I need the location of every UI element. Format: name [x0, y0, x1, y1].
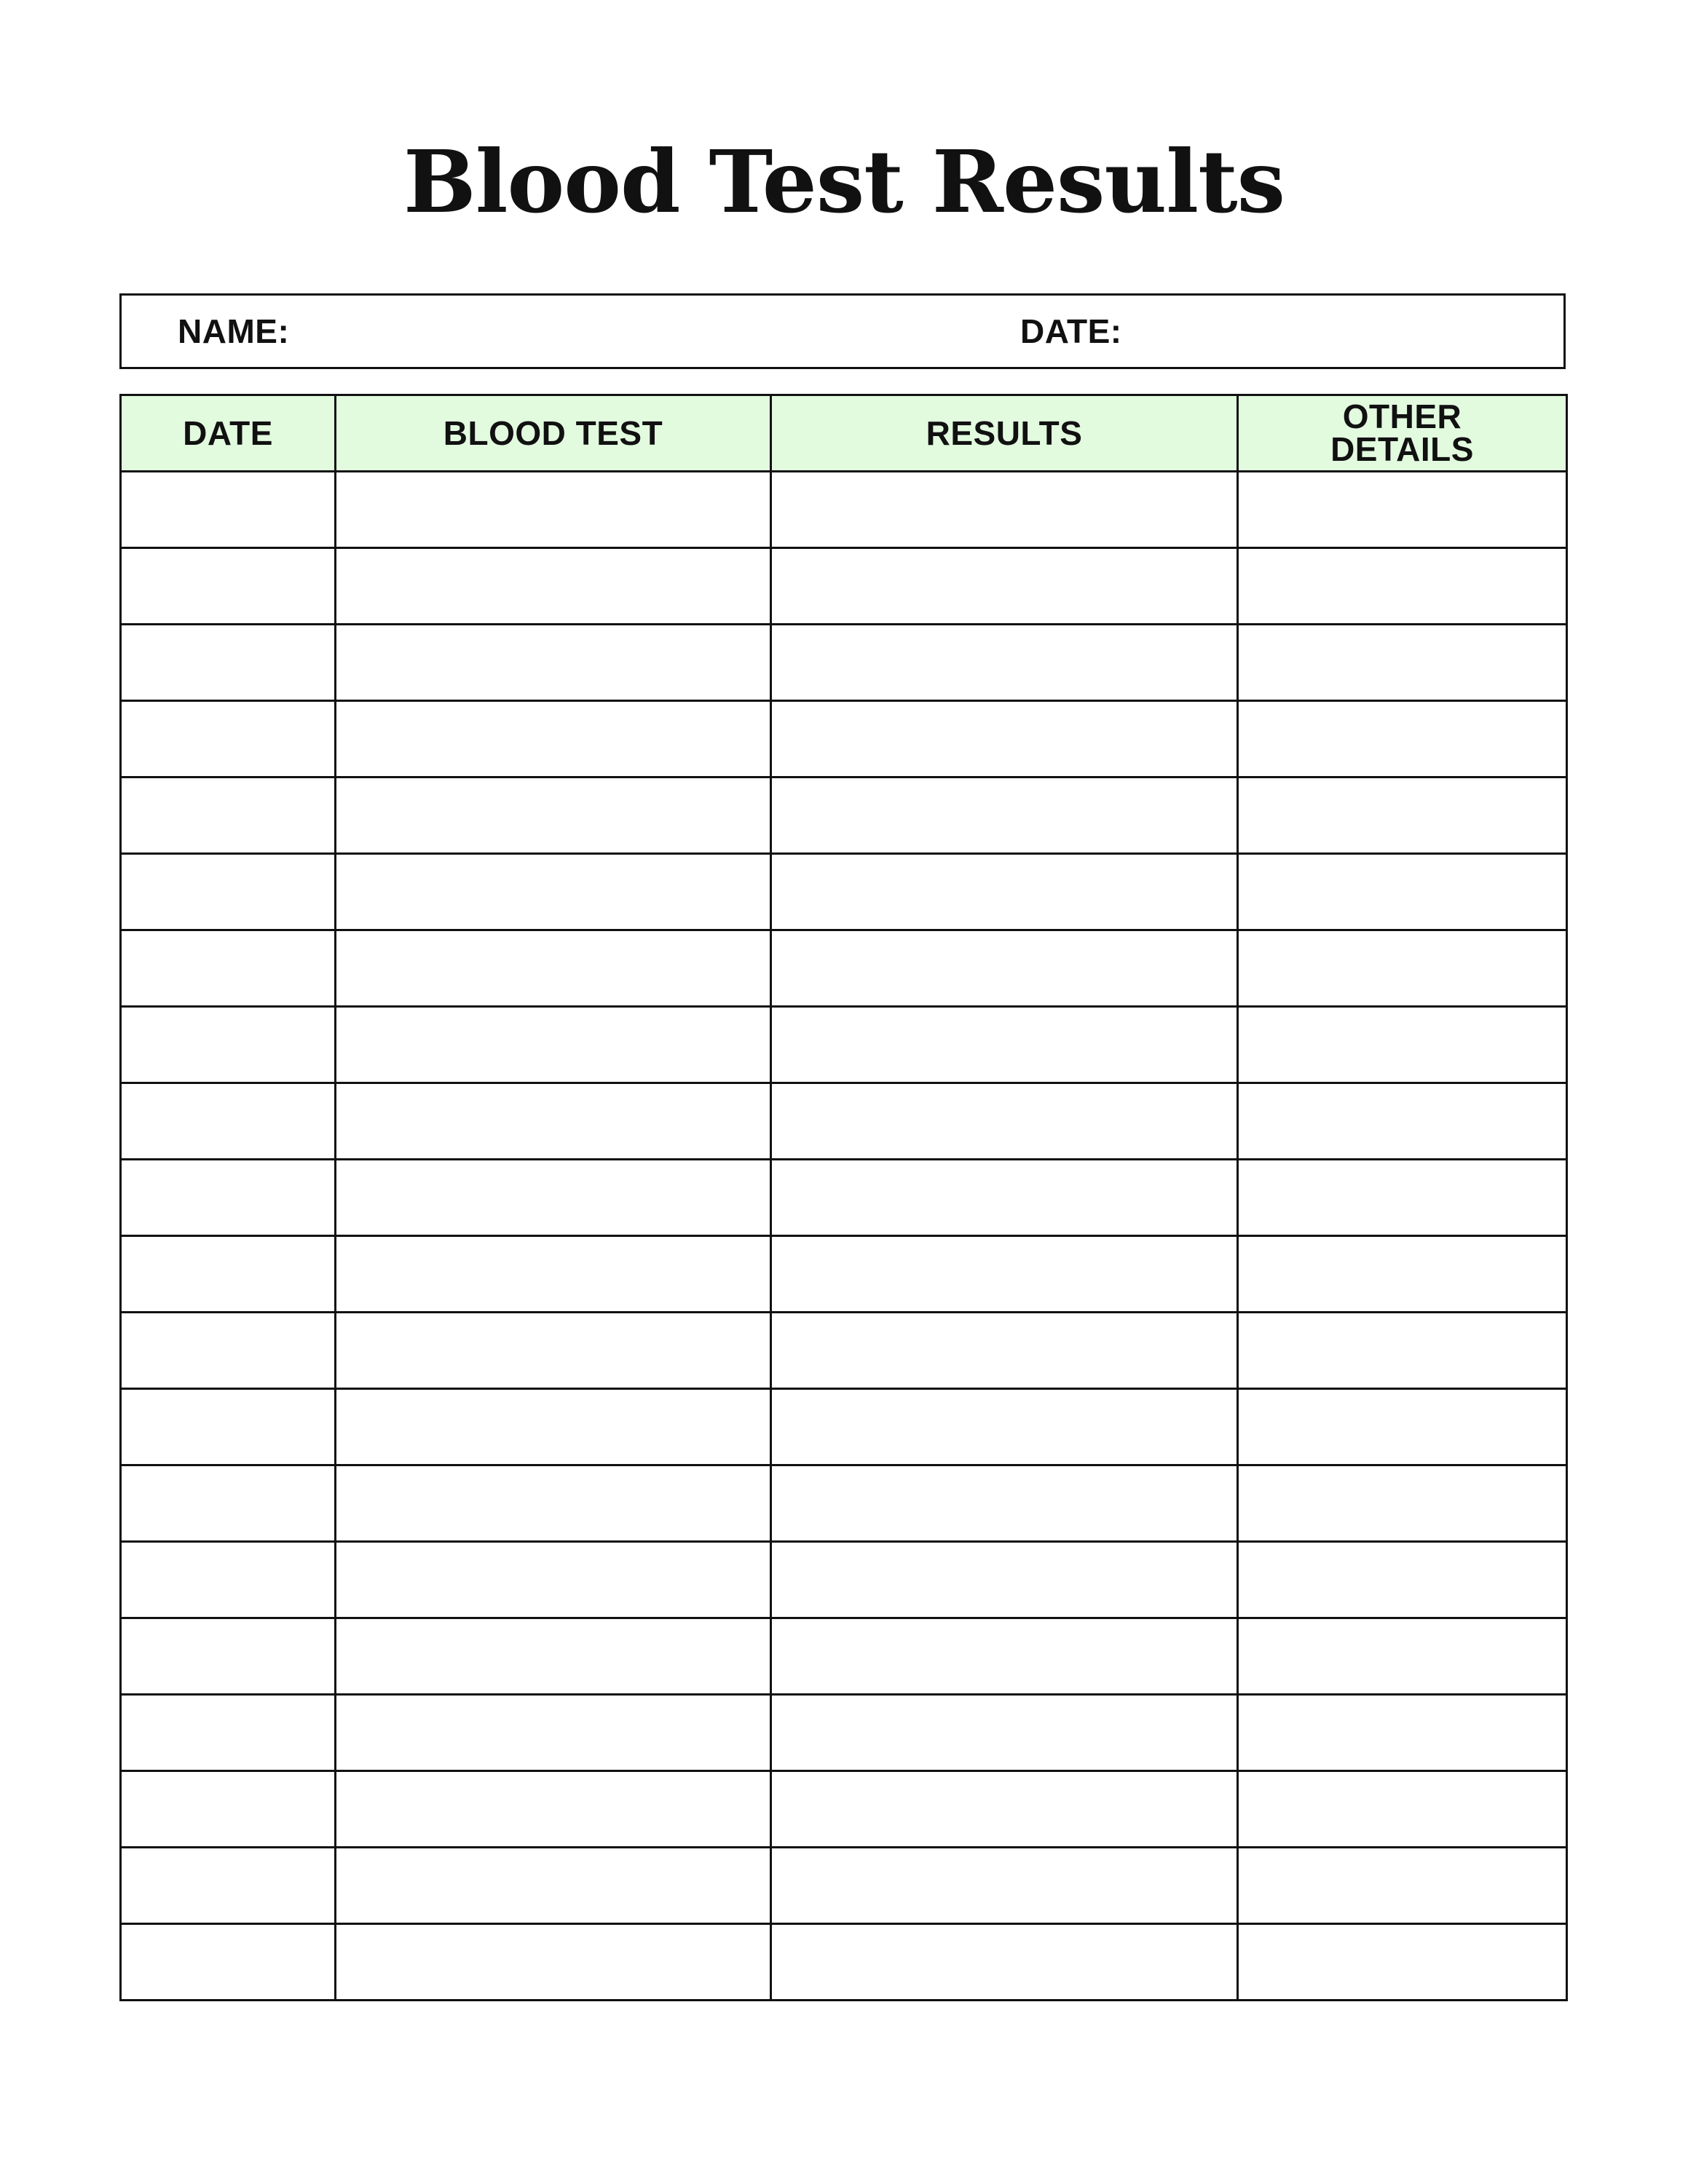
table-header-row [121, 395, 1567, 472]
patient-info-box [119, 293, 1566, 369]
date-cell[interactable] [121, 1542, 336, 1618]
results-cell[interactable] [771, 1618, 1238, 1695]
results-cell[interactable] [771, 930, 1238, 1007]
table-row [121, 625, 1567, 701]
other-details-cell[interactable] [1238, 1695, 1567, 1771]
date-cell[interactable] [121, 1083, 336, 1160]
date-cell[interactable] [121, 1389, 336, 1465]
table-body [121, 472, 1567, 2001]
other-details-cell[interactable] [1238, 778, 1567, 854]
blood-test-cell[interactable] [336, 1007, 771, 1083]
results-cell[interactable] [771, 1313, 1238, 1389]
blood-test-cell[interactable] [336, 1695, 771, 1771]
results-cell[interactable] [771, 701, 1238, 778]
other-details-cell[interactable] [1238, 1313, 1567, 1389]
table-row [121, 472, 1567, 548]
date-cell[interactable] [121, 1695, 336, 1771]
date-cell[interactable] [121, 701, 336, 778]
table-row [121, 930, 1567, 1007]
date-cell[interactable] [121, 854, 336, 930]
column-header-date: DATE [121, 395, 336, 472]
table-row [121, 1465, 1567, 1542]
blood-test-cell[interactable] [336, 1618, 771, 1695]
date-label: DATE: [1020, 312, 1122, 350]
results-cell[interactable] [771, 548, 1238, 625]
results-cell[interactable] [771, 625, 1238, 701]
other-details-cell[interactable] [1238, 1236, 1567, 1313]
table-row [121, 1313, 1567, 1389]
results-cell[interactable] [771, 1848, 1238, 1924]
blood-test-cell[interactable] [336, 1160, 771, 1236]
blood-test-cell[interactable] [336, 625, 771, 701]
date-cell[interactable] [121, 1313, 336, 1389]
date-cell[interactable] [121, 930, 336, 1007]
page-title: Blood Test Results [403, 131, 1285, 232]
blood-test-cell[interactable] [336, 472, 771, 548]
blood-test-cell[interactable] [336, 548, 771, 625]
results-cell[interactable] [771, 1160, 1238, 1236]
date-cell[interactable] [121, 625, 336, 701]
results-cell[interactable] [771, 1771, 1238, 1848]
table-row [121, 1924, 1567, 2001]
other-details-cell[interactable] [1238, 625, 1567, 701]
table-row [121, 1771, 1567, 1848]
column-header-other-details: OTHER DETAILS [1238, 395, 1567, 472]
results-cell[interactable] [771, 1465, 1238, 1542]
table-row [121, 778, 1567, 854]
other-details-cell[interactable] [1238, 930, 1567, 1007]
table-row [121, 854, 1567, 930]
date-cell[interactable] [121, 778, 336, 854]
date-cell[interactable] [121, 1236, 336, 1313]
results-cell[interactable] [771, 1924, 1238, 2001]
date-cell[interactable] [121, 1618, 336, 1695]
other-details-cell[interactable] [1238, 1771, 1567, 1848]
blood-test-log-table [119, 394, 1568, 2001]
date-cell[interactable] [121, 1007, 336, 1083]
blood-test-cell[interactable] [336, 701, 771, 778]
table-row [121, 548, 1567, 625]
other-details-cell[interactable] [1238, 1618, 1567, 1695]
table-row [121, 1083, 1567, 1160]
other-details-cell[interactable] [1238, 1542, 1567, 1618]
name-label: NAME: [178, 312, 290, 350]
blood-test-cell[interactable] [336, 1313, 771, 1389]
date-cell[interactable] [121, 1465, 336, 1542]
results-cell[interactable] [771, 1695, 1238, 1771]
blood-test-cell[interactable] [336, 1236, 771, 1313]
column-header-results: RESULTS [771, 395, 1238, 472]
blood-test-cell[interactable] [336, 1848, 771, 1924]
table-row [121, 1007, 1567, 1083]
table-row [121, 1389, 1567, 1465]
other-details-cell[interactable] [1238, 1848, 1567, 1924]
other-details-cell[interactable] [1238, 472, 1567, 548]
table-row [121, 1236, 1567, 1313]
table-row [121, 1848, 1567, 1924]
column-header-blood-test: BLOOD TEST [336, 395, 771, 472]
table-row [121, 701, 1567, 778]
results-cell[interactable] [771, 472, 1238, 548]
other-details-cell[interactable] [1238, 1083, 1567, 1160]
blood-test-cell[interactable] [336, 854, 771, 930]
date-cell[interactable] [121, 1924, 336, 2001]
table-row [121, 1695, 1567, 1771]
blood-test-cell[interactable] [336, 1389, 771, 1465]
other-details-cell[interactable] [1238, 1160, 1567, 1236]
results-cell[interactable] [771, 1083, 1238, 1160]
date-cell[interactable] [121, 1771, 336, 1848]
table-row [121, 1542, 1567, 1618]
results-cell[interactable] [771, 778, 1238, 854]
other-details-cell[interactable] [1238, 1924, 1567, 2001]
blood-test-cell[interactable] [336, 930, 771, 1007]
other-details-cell[interactable] [1238, 701, 1567, 778]
other-details-cell[interactable] [1238, 1389, 1567, 1465]
results-cell[interactable] [771, 1542, 1238, 1618]
table-row [121, 1618, 1567, 1695]
other-details-cell[interactable] [1238, 1465, 1567, 1542]
other-details-cell[interactable] [1238, 1007, 1567, 1083]
results-cell[interactable] [771, 1007, 1238, 1083]
blood-test-cell[interactable] [336, 1771, 771, 1848]
table-row [121, 1160, 1567, 1236]
blood-test-cell[interactable] [336, 1924, 771, 2001]
results-cell[interactable] [771, 1389, 1238, 1465]
results-cell[interactable] [771, 854, 1238, 930]
blood-test-cell[interactable] [336, 1083, 771, 1160]
other-details-cell[interactable] [1238, 548, 1567, 625]
results-cell[interactable] [771, 1236, 1238, 1313]
blood-test-cell[interactable] [336, 1465, 771, 1542]
blood-test-cell[interactable] [336, 1542, 771, 1618]
date-cell[interactable] [121, 472, 336, 548]
date-cell[interactable] [121, 1848, 336, 1924]
date-cell[interactable] [121, 548, 336, 625]
blood-test-cell[interactable] [336, 778, 771, 854]
other-details-cell[interactable] [1238, 854, 1567, 930]
date-cell[interactable] [121, 1160, 336, 1236]
